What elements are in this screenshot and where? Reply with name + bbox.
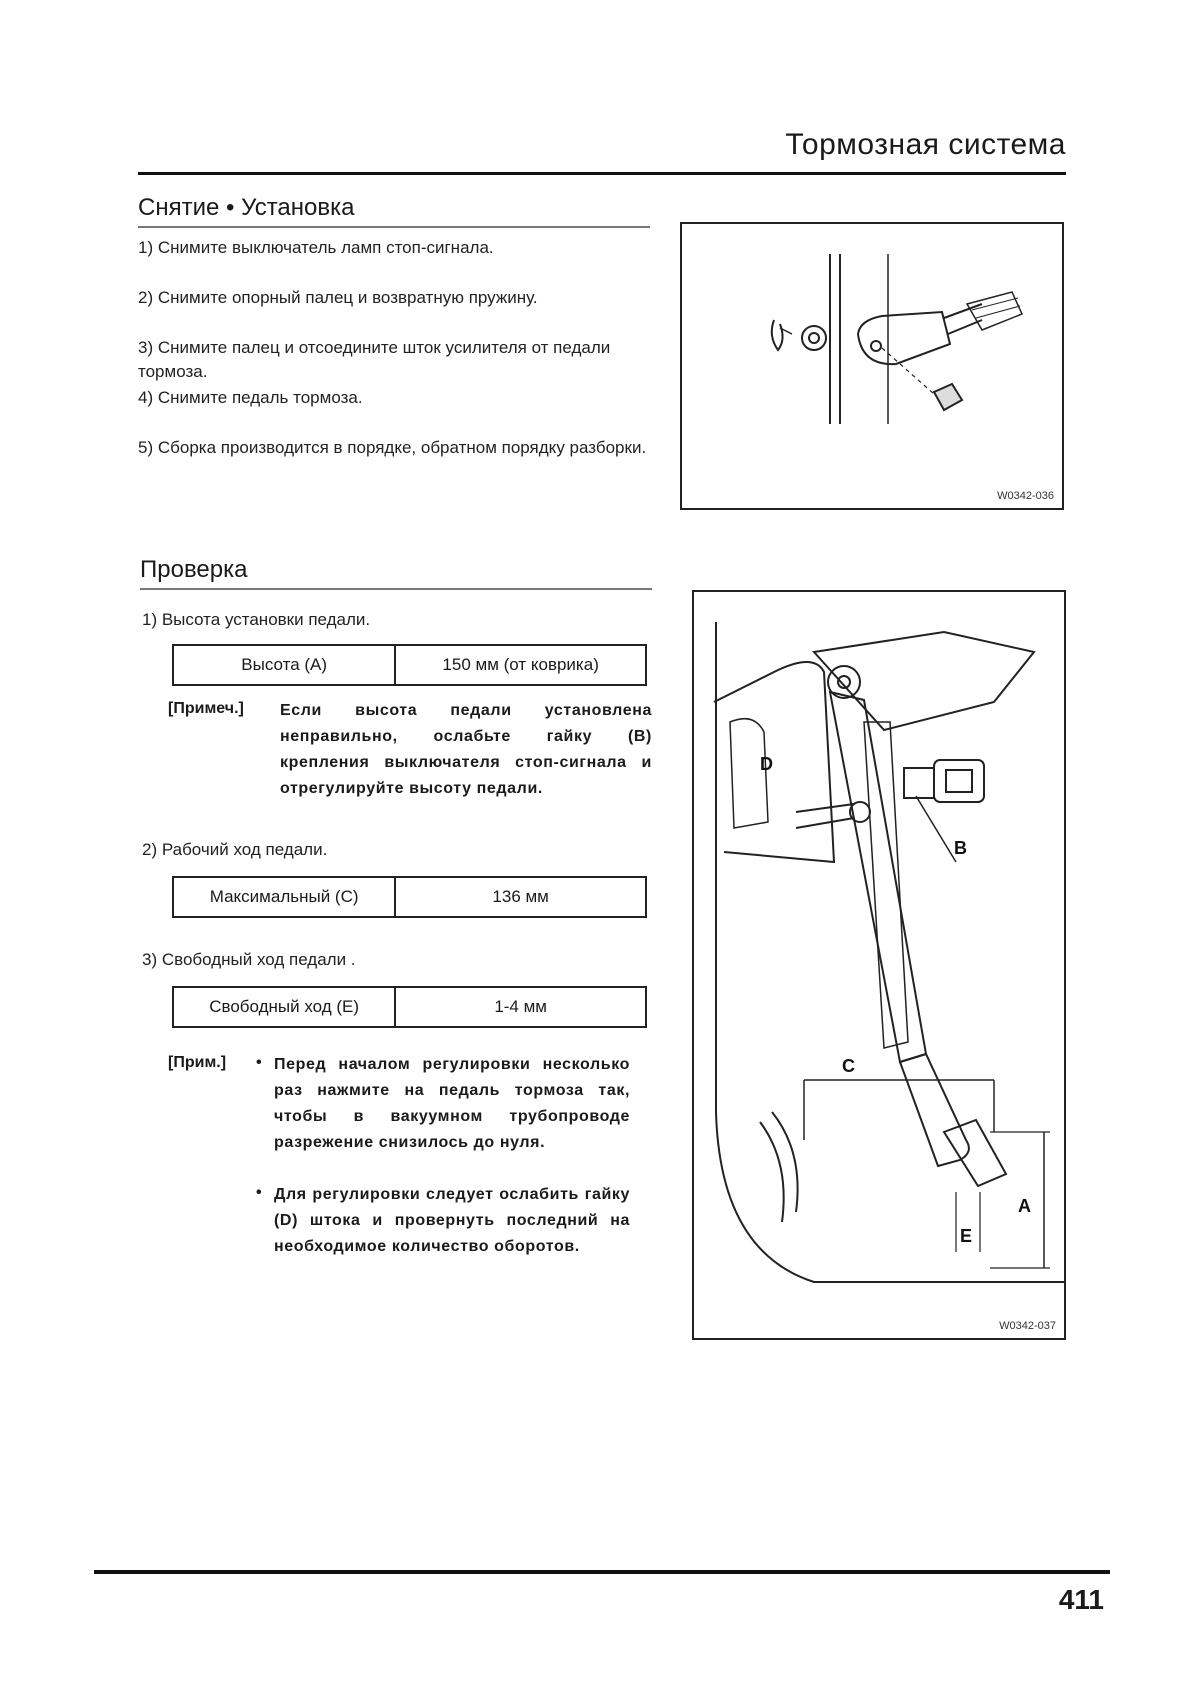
floor-outline (716, 622, 1064, 1282)
label-c: C (842, 1056, 855, 1076)
removal-step-1 (138, 236, 653, 260)
removal-step-2 (138, 286, 653, 310)
spring-clip (772, 320, 783, 350)
step-number: 5) (138, 438, 154, 457)
table-row (173, 987, 646, 1027)
label-a: A (1018, 1196, 1031, 1216)
removal-section-title: Снятие • Установка (138, 194, 355, 221)
label-b: B (954, 838, 967, 858)
pushrod-d (796, 804, 854, 812)
removal-step-5 (138, 436, 653, 460)
inspection-section-title: Проверка (140, 556, 248, 583)
step-text: Снимите палец и отсоедините шток усилителя от педали тормоза. (138, 338, 611, 381)
note-label: [Прим.] (168, 1054, 227, 1071)
step-number: 1) (138, 238, 154, 257)
booster-housing (814, 632, 1034, 730)
rod-end-shape (967, 292, 1022, 330)
table-row (173, 645, 646, 685)
inspection-figure (692, 590, 1066, 1340)
spec-label-cell: Высота (А) (173, 645, 395, 685)
step-text: Снимите педаль тормоза. (157, 388, 363, 407)
removal-step-3 (138, 336, 653, 384)
inspection-item-2-title: 2) Рабочий ход педали. (142, 840, 328, 859)
bullet-icon: • (256, 1054, 262, 1071)
pedal-arm (830, 692, 926, 1062)
removal-section-rule (138, 226, 650, 228)
footer-rule (94, 1570, 1110, 1574)
inspection-section-rule (140, 588, 652, 590)
pedal-stroke-table (172, 876, 647, 918)
pin-head (934, 384, 962, 410)
step-text: Снимите выключатель ламп стоп-сигнала. (157, 238, 494, 257)
clevis-hole (871, 341, 881, 351)
table-row (173, 877, 646, 917)
note-point-1: Перед началом регулировки несколько раз нажмите на педаль тормоза так, чтобы в вакуумном трубопроводе разрежение снизилось до нуля. (274, 1056, 630, 1151)
figure-code: W0342-036 (997, 490, 1054, 502)
note-text: Если высота педали установлена неправильно, ослабьте гайку (В) крепления выключателя стоп-сигнала и отрегулируйте высоту педали. (280, 702, 652, 797)
spec-label-cell: Свободный ход (Е) (173, 987, 395, 1027)
pedal-height-table (172, 644, 647, 686)
step-number: 3) (138, 338, 154, 357)
step-number: 4) (138, 388, 154, 407)
stop-switch-nut (904, 768, 934, 798)
page-number: 411 (1058, 1584, 1104, 1615)
spec-value-cell: 150 мм (от коврика) (395, 645, 646, 685)
washer-ring (802, 326, 826, 350)
inspection-item-1-title: 1) Высота установки педали. (142, 610, 371, 629)
step-number: 2) (138, 288, 154, 307)
page-header-title: Тормозная система (785, 128, 1066, 161)
brake-pedal-illustration (694, 592, 1064, 1338)
header-rule (138, 172, 1066, 175)
spec-value-cell: 136 мм (395, 877, 646, 917)
pedal-linkage-illustration (682, 224, 1062, 508)
clevis-shape (858, 312, 950, 364)
label-e: E (960, 1226, 973, 1246)
label-d: D (760, 754, 773, 774)
pushrod-line (944, 304, 982, 318)
removal-step-4 (138, 386, 653, 410)
figure-code: W0342-037 (999, 1320, 1056, 1332)
note-point-2: Для регулировки следует ослабить гайку (D) штока и провернуть последний на необходимое количество оборотов. (274, 1186, 630, 1255)
free-play-table (172, 986, 647, 1028)
spec-value-cell: 1-4 мм (395, 987, 646, 1027)
step-text: Снимите опорный палец и возвратную пружину. (157, 288, 538, 307)
stop-switch-body (934, 760, 984, 802)
bullet-icon: • (256, 1184, 262, 1201)
note-label: [Примеч.] (168, 700, 244, 717)
spec-label-cell: Максимальный (С) (173, 877, 395, 917)
pedal-pad (944, 1120, 1006, 1186)
step-text: Сборка производится в порядке, обратном порядку разборки. (157, 438, 647, 457)
inspection-item-3-title: 3) Свободный ход педали . (142, 950, 356, 969)
removal-figure (680, 222, 1064, 510)
